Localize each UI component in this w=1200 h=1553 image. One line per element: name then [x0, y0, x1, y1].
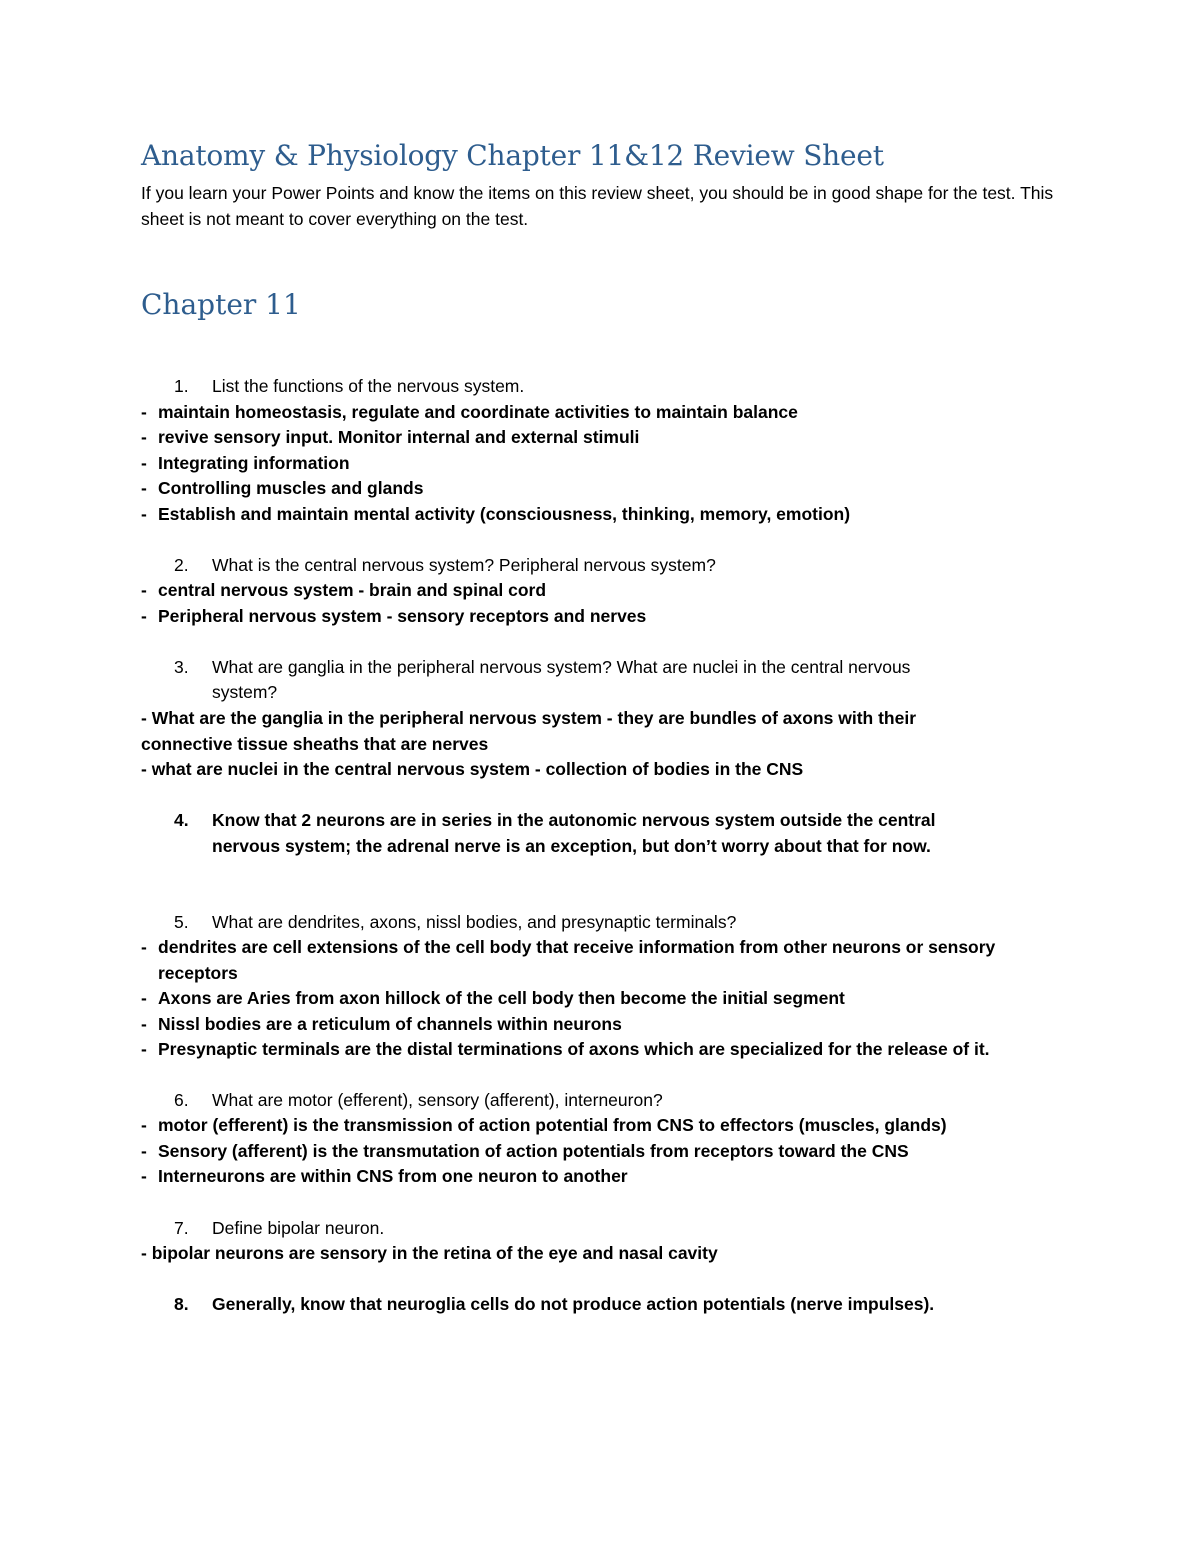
page-title: Anatomy & Physiology Chapter 11&12 Review Sheet: [141, 139, 884, 172]
dash-marker: -: [141, 478, 147, 498]
question-number: 8.: [174, 1294, 189, 1314]
dash-marker: -: [141, 427, 147, 447]
question-number: 2.: [174, 555, 189, 575]
answer-item: [141, 1164, 628, 1190]
chapter-heading: Chapter 11: [141, 288, 301, 321]
answer-item: [141, 400, 798, 426]
question-text: Generally, know that neuroglia cells do not produce action potentials (nerve impulses).: [212, 1294, 935, 1314]
question-number: 1.: [174, 376, 189, 396]
question-1: [174, 374, 524, 400]
question-2: [174, 553, 716, 579]
answer-item: [141, 425, 639, 451]
dash-marker: -: [141, 1014, 147, 1034]
answer-text: Nissl bodies are a reticulum of channels within neurons: [158, 1014, 622, 1034]
answer-item: [141, 451, 350, 477]
intro-paragraph: If you learn your Power Points and know the items on this review sheet, you should be in good shape for the test. This sheet is not meant to cover everything on the test.: [141, 183, 1054, 229]
answer-text: Establish and maintain mental activity (consciousness, thinking, memory, emotion): [158, 504, 851, 524]
question-number: 3.: [174, 657, 189, 677]
answer-text: central nervous system - brain and spinal cord: [158, 580, 547, 600]
answer-item: [141, 935, 995, 961]
question-number: 4.: [174, 810, 189, 830]
question-text: List the functions of the nervous system.: [212, 376, 525, 396]
answer-item: [141, 986, 845, 1012]
answer-item: - What are the ganglia in the peripheral nervous system - they are bundles of axons with their: [141, 708, 917, 728]
answer-text: Interneurons are within CNS from one neuron to another: [158, 1166, 628, 1186]
answer-item: [141, 1012, 622, 1038]
answer-item: [141, 604, 646, 630]
dash-marker: -: [141, 402, 147, 422]
answer-text: maintain homeostasis, regulate and coordinate activities to maintain balance: [158, 402, 798, 422]
answer-item: [141, 1139, 909, 1165]
dash-marker: -: [141, 1039, 147, 1059]
answer-item-continued: connective tissue sheaths that are nerves: [141, 734, 489, 754]
answer-text: dendrites are cell extensions of the cell body that receive information from other neurons or sensory: [158, 937, 996, 957]
answer-item-continued: receptors: [158, 963, 238, 983]
question-8: [174, 1292, 934, 1318]
dash-marker: -: [141, 988, 147, 1008]
question-7: [174, 1216, 384, 1242]
dash-marker: -: [141, 1141, 147, 1161]
answer-item: [141, 476, 423, 502]
answer-item: - what are nuclei in the central nervous system - collection of bodies in the CNS: [141, 759, 804, 779]
question-text: What are ganglia in the peripheral nervous system? What are nuclei in the central nervous: [212, 657, 911, 677]
dash-marker: -: [141, 937, 147, 957]
answer-text: Axons are Aries from axon hillock of the cell body then become the initial segment: [158, 988, 845, 1008]
question-text: What is the central nervous system? Peripheral nervous system?: [212, 555, 716, 575]
question-4-continued: nervous system; the adrenal nerve is an exception, but don’t worry about that for now.: [212, 836, 931, 856]
question-text: Know that 2 neurons are in series in the autonomic nervous system outside the central: [212, 810, 936, 830]
question-number: 6.: [174, 1090, 189, 1110]
answer-item: [141, 1113, 947, 1139]
question-text: Define bipolar neuron.: [212, 1218, 385, 1238]
question-number: 5.: [174, 912, 189, 932]
question-3-continued: system?: [212, 682, 278, 702]
dash-marker: -: [141, 606, 147, 626]
answer-text: Integrating information: [158, 453, 350, 473]
question-4: [174, 808, 936, 834]
answer-text: Peripheral nervous system - sensory receptors and nerves: [158, 606, 647, 626]
answer-item: [141, 1037, 990, 1063]
question-3: [174, 655, 910, 681]
question-text: What are dendrites, axons, nissl bodies, and presynaptic terminals?: [212, 912, 737, 932]
answer-item: [141, 578, 546, 604]
answer-text: Sensory (afferent) is the transmutation of action potentials from receptors toward the CNS: [158, 1141, 909, 1161]
answer-text: motor (efferent) is the transmission of action potential from CNS to effectors (muscles, glands): [158, 1115, 947, 1135]
answer-text: revive sensory input. Monitor internal and external stimuli: [158, 427, 640, 447]
dash-marker: -: [141, 504, 147, 524]
dash-marker: -: [141, 580, 147, 600]
answer-text: Presynaptic terminals are the distal terminations of axons which are specialized for the release of it.: [158, 1039, 990, 1059]
answer-text: Controlling muscles and glands: [158, 478, 424, 498]
question-6: [174, 1088, 663, 1114]
dash-marker: -: [141, 1166, 147, 1186]
dash-marker: -: [141, 453, 147, 473]
dash-marker: -: [141, 1115, 147, 1135]
answer-item: - bipolar neurons are sensory in the retina of the eye and nasal cavity: [141, 1243, 718, 1263]
answer-item: [141, 502, 850, 528]
question-number: 7.: [174, 1218, 189, 1238]
question-text: What are motor (efferent), sensory (afferent), interneuron?: [212, 1090, 663, 1110]
question-5: [174, 910, 736, 936]
